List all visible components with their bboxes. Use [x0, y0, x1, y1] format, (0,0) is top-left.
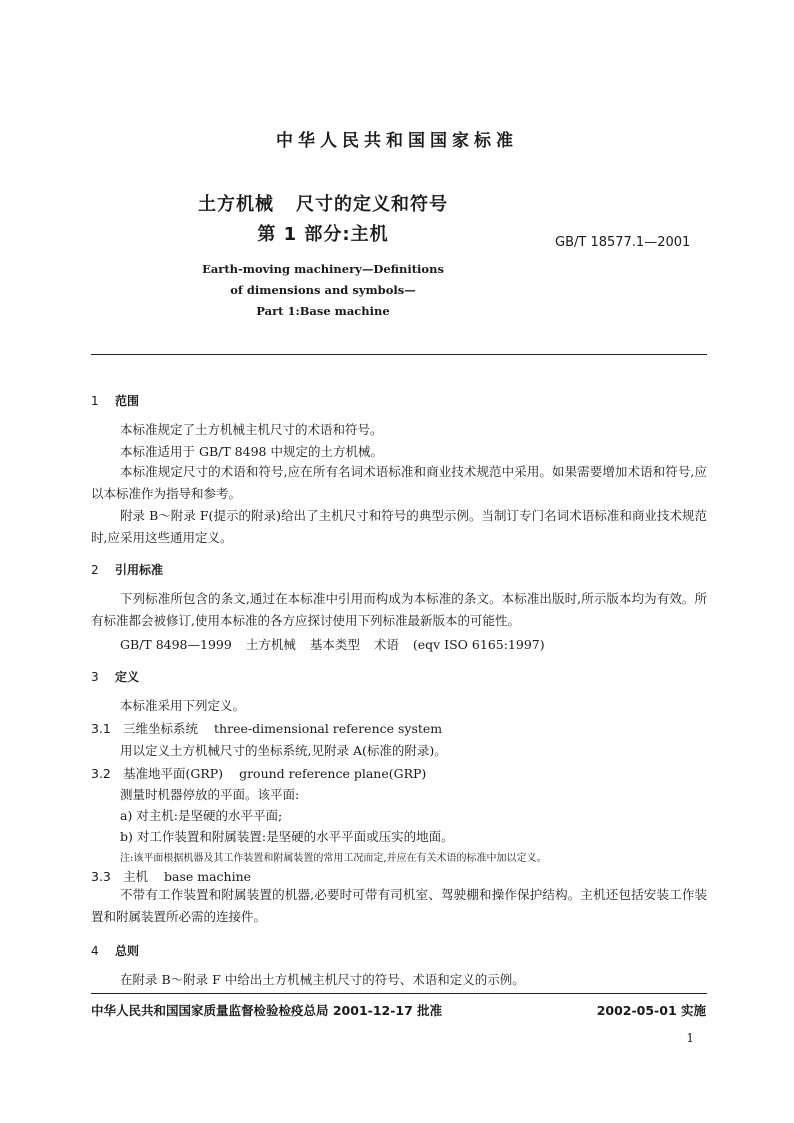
title-cn-part1: 土方机械 — [198, 194, 274, 215]
document-subtitle-cn: 第 1 部分:主机 — [257, 224, 389, 245]
title-en-line3: Part 1:Base machine — [256, 304, 390, 318]
definition-3-2-item-b: b) 对工作装置和附属装置:是坚硬的水平平面或压实的地面。 — [120, 829, 454, 844]
definition-3-2-text: 测量时机器停放的平面。该平面: — [120, 787, 300, 802]
normative-reference — [120, 635, 545, 653]
section-1-heading — [91, 392, 139, 409]
term-en: three-dimensional reference system — [214, 721, 443, 736]
definition-3-1-text: 用以定义土方机械尺寸的坐标系统,见附录 A(标准的附录)。 — [120, 743, 447, 758]
definition-3-3-text: 不带有工作装置和附属装置的机器,必要时可带有司机室、驾驶棚和操作保护结构。主机还包括安装工作装置和附属装置所必需的连接件。 — [91, 887, 707, 924]
title-en-line1: Earth-moving machinery—Definitions — [202, 262, 444, 276]
definition-3-2-item-a: a) 对主机:是坚硬的水平平面; — [120, 808, 283, 823]
section-4-heading — [91, 942, 139, 959]
section-2-heading — [91, 561, 163, 578]
section-number: 2 — [91, 563, 99, 577]
reference-name: 术语 — [373, 637, 399, 652]
reference-code: GB/T 8498—1999 — [120, 637, 232, 652]
definition-number: 3.2 — [91, 766, 111, 781]
section-4-paragraph: 在附录 B～附录 F 中给出土方机械主机尺寸的符号、术语和定义的示例。 — [120, 972, 525, 987]
section-1-paragraph: 本标准规定尺寸的术语和符号,应在所有名词术语标准和商业技术规范中采用。如果需要增加术语和符号,应以本标准作为指导和参考。 — [91, 464, 707, 501]
implementation-date: 2002-05-01 实施 — [596, 1003, 706, 1018]
section-1-paragraph: 本标准规定了土方机械主机尺寸的术语和符号。 — [120, 422, 383, 437]
title-cn-part2: 尺寸的定义和符号 — [296, 194, 448, 215]
definition-3-1-term — [91, 719, 442, 737]
reference-name: 土方机械 — [245, 637, 296, 652]
section-3-heading — [91, 668, 139, 685]
term-en: ground reference plane(GRP) — [239, 766, 427, 781]
section-number: 4 — [91, 944, 99, 958]
document-title-cn — [0, 190, 646, 216]
section-number: 3 — [91, 670, 99, 684]
section-title: 总则 — [115, 944, 140, 958]
definition-3-2-note: 注:该平面根据机器及其工作装置和附属装置的常用工况而定,并应在有关术语的标准中加以定义。 — [120, 853, 547, 864]
definition-number: 3.3 — [91, 869, 111, 884]
approval-statement: 中华人民共和国国家质量监督检验检疫总局 2001-12-17 批准 — [91, 1003, 443, 1018]
section-title: 定义 — [115, 670, 140, 684]
definition-number: 3.1 — [91, 721, 111, 736]
section-2-paragraph: 下列标准所包含的条文,通过在本标准中引用而构成为本标准的条文。本标准出版时,所示版本均为有效。所有标准都会被修订,使用本标准的各方应探讨使用下列标准最新版本的可能性。 — [91, 591, 707, 628]
definition-3-2-term — [91, 764, 426, 782]
section-1-paragraph: 附录 B～附录 F(提示的附录)给出了主机尺寸和符号的典型示例。当制订专门名词术语标准和商业技术规范时,应采用这些通用定义。 — [91, 508, 707, 545]
definition-3-3-term — [91, 867, 251, 885]
section-3-intro: 本标准采用下列定义。 — [120, 698, 246, 713]
standard-number: GB/T 18577.1—2001 — [555, 235, 691, 250]
term-cn: 三维坐标系统 — [123, 721, 199, 736]
national-standard-label: 中华人民共和国国家标准 — [276, 131, 518, 151]
page-number: 1 — [686, 1031, 694, 1045]
section-number: 1 — [91, 394, 99, 408]
footer-divider — [91, 993, 707, 994]
term-en: base machine — [164, 869, 252, 884]
header-divider — [91, 354, 707, 355]
reference-name: 基本类型 — [309, 637, 360, 652]
section-title: 范围 — [115, 394, 140, 408]
title-en-line2: of dimensions and symbols— — [230, 283, 416, 297]
term-cn: 主机 — [123, 869, 149, 884]
section-title: 引用标准 — [115, 563, 164, 577]
reference-equivalence: (eqv ISO 6165:1997) — [412, 637, 545, 652]
section-1-paragraph: 本标准适用于 GB/T 8498 中规定的土方机械。 — [120, 444, 383, 459]
term-cn: 基准地平面(GRP) — [123, 766, 224, 781]
